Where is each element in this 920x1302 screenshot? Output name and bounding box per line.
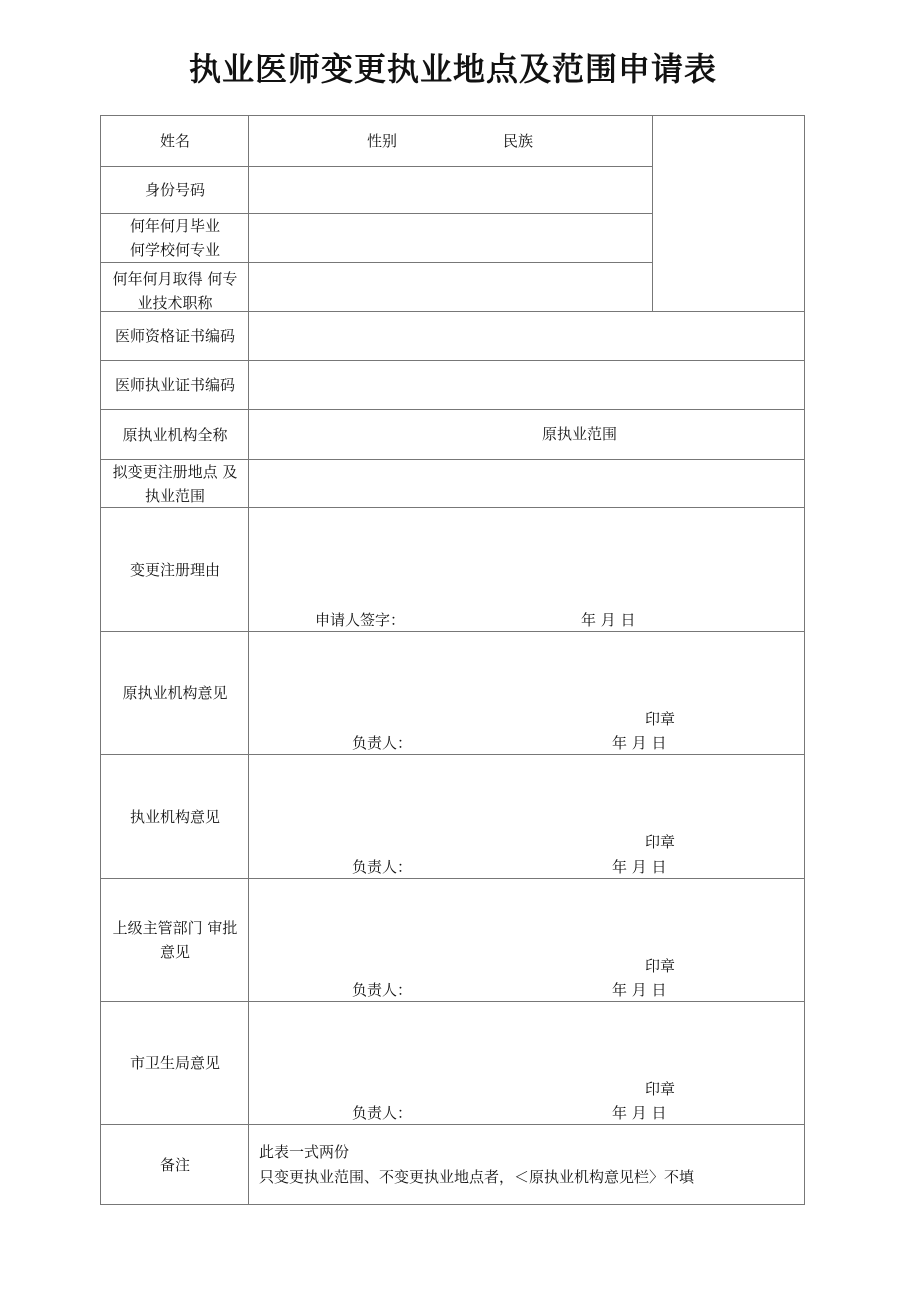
orig-opinion-seal: 印章 — [645, 710, 676, 728]
professional-title-label: 何年何月取得 何专 业技术职称 — [112, 270, 238, 311]
gender-field[interactable] — [401, 116, 496, 166]
photo-area[interactable] — [653, 116, 804, 311]
form-title: 执业医师变更执业地点及范围申请表 — [188, 50, 717, 88]
superior-opinion-person-label: 负责人： — [352, 981, 413, 999]
id-number-field[interactable] — [249, 167, 652, 213]
graduation-field[interactable] — [249, 214, 652, 262]
qualification-cert-label: 医师资格证书编码 — [114, 327, 235, 345]
applicant-signature-label: 申请人签字： — [315, 611, 406, 629]
orig-opinion-field[interactable] — [249, 632, 804, 704]
superior-opinion-label: 上级主管部门 审批 意见 — [112, 919, 238, 961]
superior-opinion-field[interactable] — [249, 879, 804, 951]
institution-opinion-date: 年 月 日 — [612, 858, 667, 876]
applicant-date: 年 月 日 — [581, 611, 636, 629]
application-form-table — [100, 115, 805, 1205]
ethnicity-field[interactable] — [541, 116, 651, 166]
proposed-location-field[interactable] — [249, 460, 804, 507]
name-field[interactable] — [249, 116, 349, 166]
bureau-opinion-field[interactable] — [249, 1002, 804, 1074]
graduation-label: 何年何月毕业 何学校何专业 — [129, 217, 220, 259]
orig-scope-label: 原执业范围 — [542, 425, 618, 443]
proposed-location-label: 拟变更注册地点 及 执业范围 — [112, 462, 238, 505]
id-number-label: 身份号码 — [144, 181, 205, 199]
institution-opinion-seal: 印章 — [645, 833, 676, 851]
remarks-line-2: 只变更执业范围、不变更执业地点者，＜原执业机构意见栏〉不填 — [259, 1168, 695, 1186]
name-label: 姓名 — [159, 132, 190, 150]
ethnicity-label: 民族 — [503, 132, 534, 150]
orig-institution-label: 原执业机构全称 — [122, 425, 228, 444]
orig-opinion-person-label: 负责人： — [352, 734, 413, 752]
reason-label: 变更注册理由 — [129, 560, 220, 579]
institution-opinion-person-label: 负责人： — [352, 858, 413, 876]
superior-opinion-seal: 印章 — [645, 957, 676, 975]
professional-title-field[interactable] — [249, 263, 652, 311]
institution-opinion-label: 执业机构意见 — [129, 807, 220, 826]
practice-cert-field[interactable] — [249, 361, 804, 409]
remarks-label: 备注 — [159, 1155, 190, 1174]
superior-opinion-date: 年 月 日 — [612, 981, 667, 999]
remarks-line-1: 此表一式两份 — [259, 1143, 350, 1161]
practice-cert-label: 医师执业证书编码 — [114, 376, 235, 394]
gender-label: 性别 — [367, 132, 398, 150]
reason-field[interactable] — [249, 508, 804, 598]
orig-institution-field[interactable] — [249, 410, 534, 459]
orig-opinion-date: 年 月 日 — [612, 734, 667, 752]
qualification-cert-field[interactable] — [249, 312, 804, 360]
bureau-opinion-seal: 印章 — [645, 1080, 676, 1098]
bureau-opinion-person-label: 负责人： — [352, 1104, 413, 1122]
bureau-opinion-date: 年 月 日 — [612, 1104, 667, 1122]
bureau-opinion-label: 市卫生局意见 — [129, 1054, 220, 1072]
orig-opinion-label: 原执业机构意见 — [122, 684, 228, 702]
institution-opinion-field[interactable] — [249, 755, 804, 827]
